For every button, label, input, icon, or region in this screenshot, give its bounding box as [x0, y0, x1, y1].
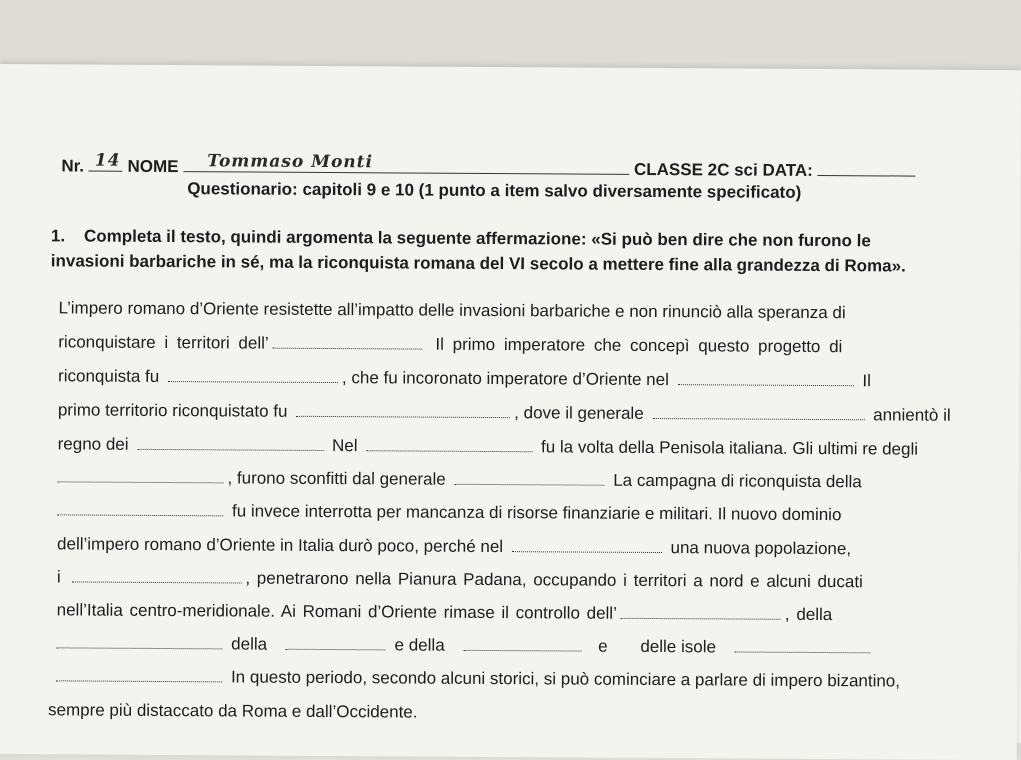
blank-field[interactable]	[57, 467, 223, 483]
blank-field[interactable]	[56, 633, 222, 649]
text-segment: , dove il generale	[514, 403, 644, 423]
nome-field[interactable]	[183, 151, 629, 175]
text-segment: primo territorio riconquistato fu	[57, 400, 288, 421]
text-segment: Il	[862, 371, 871, 391]
text-line-13: sempre più distaccato da Roma e dall’Occidente.	[47, 700, 418, 722]
text-line-8	[57, 534, 851, 559]
nr-field[interactable]	[89, 150, 123, 172]
blank-field[interactable]	[273, 334, 423, 350]
text-segment: riconquista fu	[58, 366, 160, 386]
text-line-7	[57, 500, 841, 525]
text-line-3	[58, 366, 871, 391]
nome-label: NOME	[127, 156, 179, 177]
blank-field[interactable]	[296, 402, 510, 418]
text-line-6	[57, 467, 861, 492]
question-prompt-line-2: invasioni barbariche in sé, ma la riconquista romana del VI secolo a mettere fine alla grandezza di Roma».	[50, 251, 906, 276]
text-line-1: L’impero romano d’Oriente resistette all’impatto delle invasioni barbariche e non rinunciò alla speranza di	[58, 298, 846, 323]
blank-field[interactable]	[463, 636, 581, 652]
blank-field[interactable]	[366, 436, 532, 452]
text-segment: fu la volta della Penisola italiana. Gli ultimi re degli	[540, 437, 919, 459]
worksheet-page	[0, 64, 1021, 760]
text-segment: regno dei	[57, 434, 129, 454]
blank-field[interactable]	[137, 435, 323, 451]
text-segment: nell’Italia centro-meridionale. Ai Romani d’Oriente rimase il controllo dell’	[56, 600, 617, 623]
nr-label: Nr.	[61, 156, 85, 176]
nome-handwritten-value: Tommaso Monti	[207, 151, 374, 173]
header-line	[61, 150, 915, 181]
blank-field[interactable]	[652, 404, 864, 420]
text-line-2	[58, 332, 842, 357]
text-segment: dell’impero romano d’Oriente in Italia durò poco, perché nel	[57, 534, 504, 557]
text-line-11	[56, 633, 874, 658]
blank-field[interactable]	[735, 637, 871, 653]
classe-data-label: CLASSE 2C sci DATA:	[633, 159, 813, 180]
text-segment: In questo periodo, secondo alcuni storici, si può cominciare a parlare di impero bizantino,	[230, 667, 901, 691]
text-line-10	[57, 600, 833, 625]
text-segment: fu invece interrotta per mancanza di risorse finanziarie e militari. Il nuovo dominio	[231, 501, 842, 525]
blank-field[interactable]	[56, 666, 222, 682]
text-line-4	[58, 400, 951, 425]
blank-field[interactable]	[454, 470, 604, 486]
blank-field[interactable]	[57, 500, 223, 516]
question-prompt-text-1: Completa il testo, quindi argomenta la seguente affermazione: «Si può ben dire che non furono le	[83, 226, 871, 251]
blank-field[interactable]	[621, 604, 781, 620]
text-segment: i	[56, 567, 61, 587]
text-segment: Il primo imperatore che concepì questo progetto di	[435, 334, 843, 357]
data-field[interactable]	[818, 159, 916, 177]
question-prompt-line-1	[51, 226, 871, 251]
nr-handwritten-value: 14	[94, 150, 121, 171]
text-segment: , furono sconfitti dal generale	[227, 468, 446, 489]
text-line-12	[56, 666, 900, 691]
desk-background	[0, 0, 1021, 70]
questionnaire-subtitle: Questionario: capitoli 9 e 10 (1 punto a item salvo diversamente specificato)	[187, 179, 802, 202]
text-segment: della	[231, 634, 268, 654]
text-segment: e della	[394, 635, 445, 655]
text-segment: annientò il	[873, 405, 951, 425]
blank-field[interactable]	[71, 567, 241, 583]
text-segment: , che fu incoronato imperatore d’Oriente nel	[341, 368, 669, 390]
text-segment: , penetrarono nella Pianura Padana, occupando i territori a nord e alcuni ducati	[245, 568, 863, 592]
text-line-9	[57, 567, 863, 592]
text-segment: La campagna di riconquista della	[613, 470, 862, 492]
blank-field[interactable]	[512, 537, 662, 553]
text-segment: una nuova popolazione,	[670, 538, 852, 559]
blank-field[interactable]	[678, 370, 854, 386]
text-segment: , della	[784, 604, 833, 625]
text-segment: Nel	[331, 436, 358, 456]
text-segment: delle isole	[640, 636, 717, 657]
text-line-5	[58, 434, 918, 459]
text-segment: e	[598, 636, 608, 656]
blank-field[interactable]	[286, 635, 386, 651]
text-segment: riconquistare i territori dell’	[58, 332, 269, 353]
blank-field[interactable]	[168, 367, 338, 383]
question-number: 1.	[50, 226, 66, 246]
